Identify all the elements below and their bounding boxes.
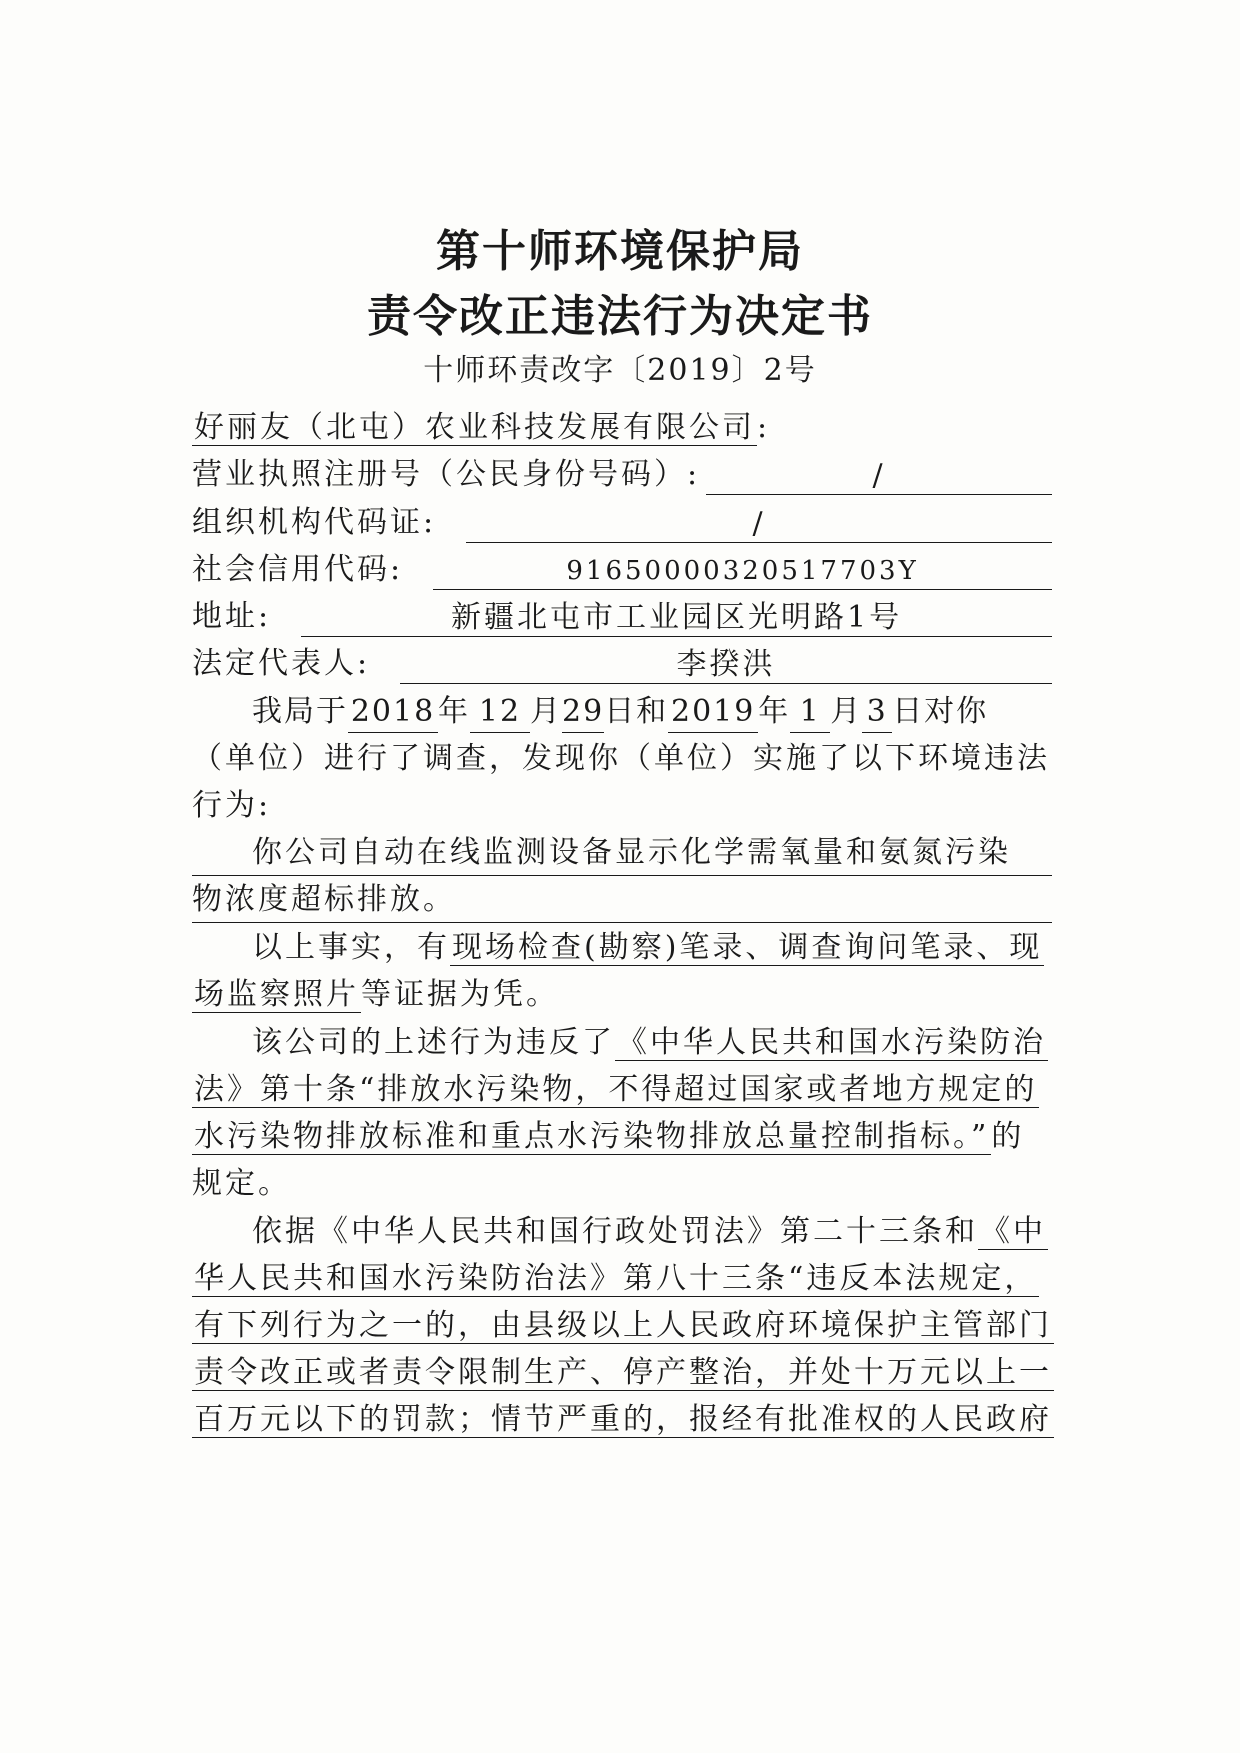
- law2-line2: 华人民共和国水污染防治法》第八十三条“违反本法规定，: [194, 1261, 1038, 1296]
- document-title-line2: 责令改正违法行为决定书: [367, 291, 873, 342]
- investigation-line3: 行为:: [192, 788, 272, 823]
- violation-line1: 你公司自动在线监测设备显示化学需氧量和氨氮污染: [252, 835, 1011, 870]
- evidence-line1: 以上事实，有现场检查(勘察)笔录、调查询问笔录、现: [252, 930, 1043, 965]
- party-name-suffix: :: [757, 410, 771, 445]
- credit-code-value: 91650000320517703Y: [433, 551, 1052, 590]
- rep-value: 李揆洪: [400, 645, 1052, 684]
- party-name-row: [192, 408, 1052, 448]
- address-row: [192, 597, 1052, 637]
- investigation-line1: 我局于2018年 12 月29日和2019年 1 月 3 日对你: [252, 692, 1052, 733]
- evidence-list: 现场检查(勘察)笔录、调查询问笔录、现: [452, 930, 1043, 965]
- rep-row: [192, 644, 1052, 684]
- org-code-value: /: [466, 504, 1052, 543]
- investigation-year1: 2018: [348, 692, 438, 733]
- investigation-day2: 3: [862, 692, 892, 733]
- credit-code-row: [192, 550, 1052, 590]
- law1-line3: 水污染物排放标准和重点水污染物排放总量控制指标。”的: [194, 1119, 1025, 1154]
- violation-underline1: [192, 875, 1052, 876]
- law2-line3: 有下列行为之一的，由县级以上人民政府环境保护主管部门: [194, 1308, 1052, 1343]
- evidence-photos: 场监察照片: [194, 977, 359, 1012]
- investigation-day1: 29: [562, 692, 604, 733]
- credit-code-label: 社会信用代码:: [192, 552, 404, 587]
- document-number: 十师环责改字〔2019〕2号: [423, 353, 817, 388]
- investigation-month2: 1: [790, 692, 830, 733]
- document-title-line1: 第十师环境保护局: [436, 226, 804, 277]
- law2-line5: 百万元以下的罚款；情节严重的，报经有批准权的人民政府: [194, 1402, 1052, 1437]
- investigation-line2: （单位）进行了调查，发现你（单位）实施了以下环境违法: [192, 741, 1050, 776]
- rep-label: 法定代表人:: [192, 646, 371, 681]
- address-value: 新疆北屯市工业园区光明路1号: [301, 598, 1052, 637]
- license-row: [192, 455, 1052, 495]
- investigation-month1: 12: [470, 692, 530, 733]
- law1-line1: 该公司的上述行为违反了《中华人民共和国水污染防治: [252, 1025, 1046, 1060]
- address-label: 地址:: [192, 599, 272, 634]
- org-code-label: 组织机构代码证:: [192, 505, 437, 540]
- violation-line2: 物浓度超标排放。: [192, 882, 456, 917]
- law2-line1: 依据《中华人民共和国行政处罚法》第二十三条和《中: [252, 1214, 1046, 1249]
- law2-line4: 责令改正或者责令限制生产、停产整治，并处十万元以上一: [194, 1355, 1052, 1390]
- license-label: 营业执照注册号（公民身份号码）:: [192, 457, 701, 492]
- license-value: /: [706, 456, 1052, 495]
- investigation-year2: 2019: [668, 692, 758, 733]
- evidence-line2: 场监察照片等证据为凭。: [194, 977, 559, 1012]
- law1-line2: 法》第十条“排放水污染物，不得超过国家或者地方规定的: [194, 1072, 1038, 1107]
- violation-underline2: [192, 922, 1052, 923]
- org-code-row: [192, 503, 1052, 543]
- party-name: 好丽友（北屯）农业科技发展有限公司: [194, 410, 755, 445]
- law1-line4: 规定。: [192, 1166, 291, 1201]
